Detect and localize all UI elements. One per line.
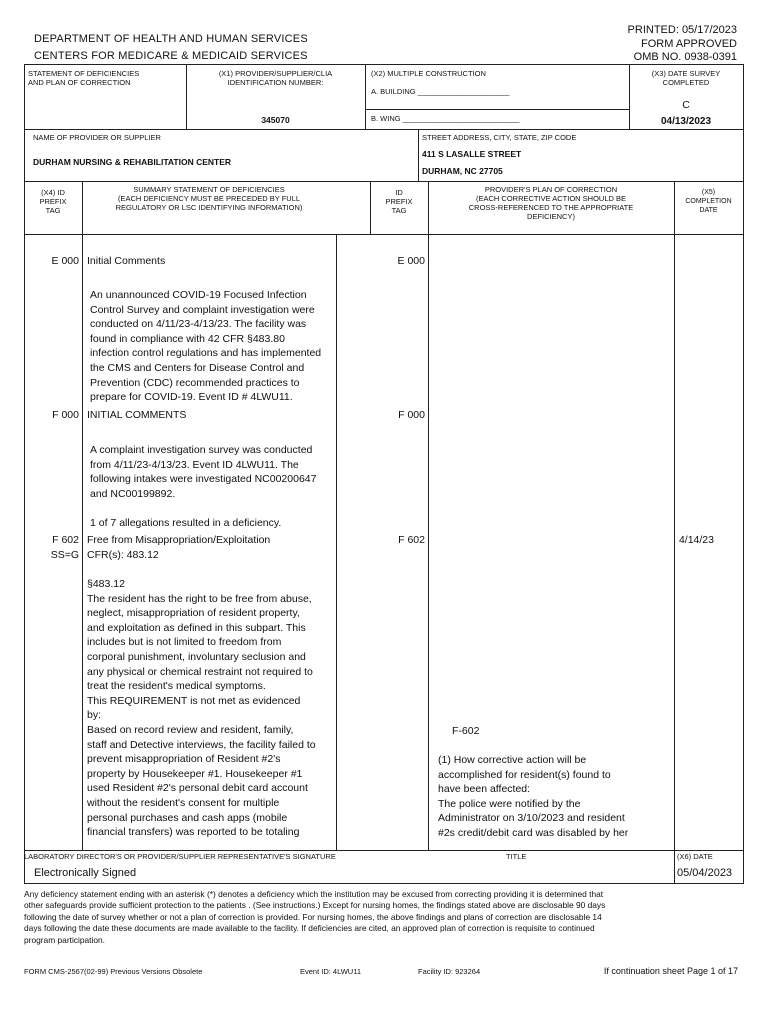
x1-value: 345070 (261, 115, 290, 125)
street-address: 411 S LASALLE STREET (422, 149, 522, 159)
address-label: STREET ADDRESS, CITY, STATE, ZIP CODE (422, 133, 577, 142)
summary-header: SUMMARY STATEMENT OF DEFICIENCIES (EACH DEFICIENCY MUST BE PRECEDED BY FULL REGULATORY OR LSC IDENTIFYING INFORMATION) (115, 185, 303, 212)
statement-label: STATEMENT OF DEFICIENCIES AND PLAN OF CORRECTION (28, 69, 140, 87)
disclaimer: Any deficiency statement ending with an asterisk (*) denotes a deficiency which the institution may be excused from correcting providing it is determined that other safeguards provide sufficient protection to the patients . (See instructions.) Except for nursing homes, the findings stated above are disclosable 90 days following the date of survey whether or not a plan of correction is provided. For nursing homes, the above findings and plans of correction are disclosable 14 days following the date these documents are made available to the facility. If deficiencies are cited, an approved plan of correction is requisite to continued program participation. (24, 889, 606, 945)
f602-text: §483.12 The resident has the right to be free from abuse, neglect, misappropriation of resident property, and exploitation as defined in this subpart. This includes but is not limited to freedom from corporal punishment, involuntary seclusion and any physical or chemical restraint not required to treat the resident's medical symptoms. This REQUIREMENT is not met as evidenced by: Based on record review and resident, family, staff and Detective interviews, the facility failed to prevent misappropriation of Resident #2's property by Housekeeper #1. Housekeeper #1 used Resident #2's personal debit card account without the resident's consent for multiple personal purchases and cash apps (mobile financial transfers) was reported to be totaling (87, 578, 316, 839)
x3-date: 04/13/2023 (660, 116, 712, 127)
cms-title: CENTERS FOR MEDICARE & MEDICAID SERVICES (34, 50, 308, 62)
x3-letter: C (682, 99, 690, 111)
x3-label: (X3) DATE SURVEY COMPLETED (651, 69, 721, 87)
department-title: DEPARTMENT OF HEALTH AND HUMAN SERVICES (34, 33, 308, 45)
e000-text: An unannounced COVID-19 Focused Infection Control Survey and complaint investigation were conducted on 4/11/23-4/13/23. The facility was found in compliance with 42 CFR §483.80 infection control regulations and has implemented the CMS and Centers for Disease Control and Prevention (CDC) recommended practices to prepare for COVID-19. Event ID # 4LWU11. (90, 289, 322, 404)
building-label: A. BUILDING ______________________ (371, 87, 510, 96)
facility-id: Facility ID: 923264 (418, 967, 481, 976)
f000-tag: F 000 (52, 409, 79, 421)
e000-tag: E 000 (51, 255, 79, 267)
e000-id: E 000 (397, 255, 425, 267)
plan-text: (1) How corrective action will be accomplished for resident(s) found to have been affected: The police were notified by the Administrator on 3/10/2023 and resident #2s credit/debit card was disabled by her (438, 754, 629, 839)
x5-header: (X5) COMPLETION DATE (685, 189, 732, 214)
plan-header: PROVIDER'S PLAN OF CORRECTION (EACH CORRECTIVE ACTION SHOULD BE CROSS-REFERENCED TO THE APPROPRIATE DEFICIENCY) (468, 185, 634, 221)
printed-date: PRINTED: 05/17/2023 (627, 24, 737, 36)
provider-name: DURHAM NURSING & REHABILITATION CENTER (33, 157, 232, 167)
wing-label: B. WING ____________________________ (371, 114, 520, 123)
x2-label: (X2) MULTIPLE CONSTRUCTION (371, 69, 486, 78)
x4-tag-header: (X4) ID PREFIX TAG (39, 188, 67, 215)
signature-value: Electronically Signed (34, 867, 137, 879)
date-label: (X6) DATE (677, 852, 713, 861)
id-tag-header: ID PREFIX TAG (385, 188, 413, 215)
signature-date: 05/04/2023 (677, 867, 733, 879)
provider-name-label: NAME OF PROVIDER OR SUPPLIER (33, 133, 161, 142)
f602-severity: SS=G (50, 549, 79, 561)
f000-title: INITIAL COMMENTS (87, 409, 187, 421)
f602-title: Free from Misappropriation/Exploitation CFR(s): 483.12 (87, 534, 271, 561)
f000-id: F 000 (398, 409, 425, 421)
f602-id: F 602 (398, 534, 425, 546)
title-label: TITLE (506, 852, 527, 861)
form-number: FORM CMS-2567(02-99) Previous Versions Obsolete (24, 967, 203, 976)
form-approved: FORM APPROVED (641, 38, 737, 50)
omb-number: OMB NO. 0938-0391 (633, 51, 737, 63)
e000-title: Initial Comments (87, 255, 166, 267)
page-number: If continuation sheet Page 1 of 17 (603, 966, 738, 976)
f602-tag: F 602 (52, 534, 79, 546)
signature-label: LABORATORY DIRECTOR'S OR PROVIDER/SUPPLIER REPRESENTATIVE'S SIGNATURE (24, 852, 336, 861)
f602-completion-date: 4/14/23 (678, 534, 714, 546)
city-state-zip: DURHAM, NC 27705 (422, 166, 503, 176)
plan-heading: F-602 (452, 725, 480, 737)
x1-label: (X1) PROVIDER/SUPPLIER/CLIA IDENTIFICATION NUMBER: (218, 69, 333, 87)
event-id: Event ID: 4LWU11 (300, 967, 361, 976)
f000-text: A complaint investigation survey was conducted from 4/11/23-4/13/23. Event ID 4LWU11. The following intakes were investigated NC00200647 and NC00199892. 1 of 7 allegations resulted in a deficiency. (90, 444, 317, 529)
